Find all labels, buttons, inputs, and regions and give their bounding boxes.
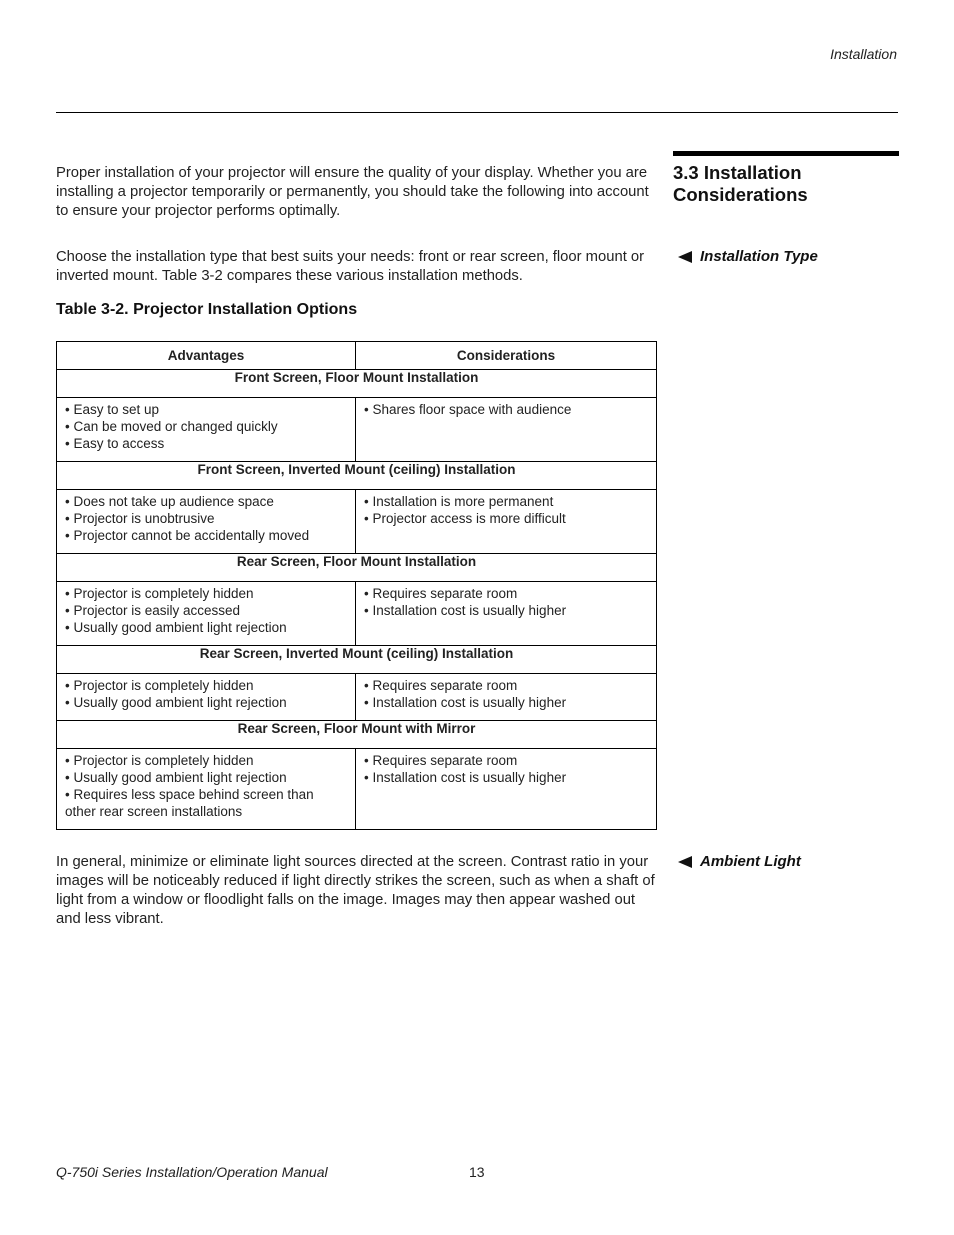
table-row xyxy=(57,398,657,462)
list-item: • Projector is completely hidden xyxy=(65,753,254,768)
list-item: • Requires separate room xyxy=(364,678,518,693)
group-title-row xyxy=(57,554,657,582)
group-title: Rear Screen, Inverted Mount (ceiling) Installation xyxy=(57,646,657,674)
header-advantages: Advantages xyxy=(57,342,356,370)
header-considerations: Considerations xyxy=(356,342,657,370)
list-item: • Installation cost is usually higher xyxy=(364,603,567,618)
list-item: • Requires separate room xyxy=(364,753,518,768)
table-row xyxy=(57,749,657,830)
list-item: • Can be moved or changed quickly xyxy=(65,419,278,434)
list-item: • Installation cost is usually higher xyxy=(364,770,567,785)
group-title-row xyxy=(57,721,657,749)
ambient-light-heading-text: Ambient Light xyxy=(700,853,801,870)
header-rule xyxy=(56,112,898,113)
considerations-cell xyxy=(356,398,657,462)
considerations-cell xyxy=(356,582,657,646)
installation-type-heading xyxy=(678,248,818,265)
considerations-cell xyxy=(356,749,657,830)
ambient-light-heading xyxy=(678,853,801,870)
list-item: • Usually good ambient light rejection xyxy=(65,695,287,710)
installation-options-table xyxy=(56,341,657,830)
group-title: Front Screen, Floor Mount Installation xyxy=(57,370,657,398)
list-item: • Usually good ambient light rejection xyxy=(65,620,287,635)
running-header: Installation xyxy=(830,46,897,62)
list-item: • Projector is easily accessed xyxy=(65,603,241,618)
ambient-light-paragraph: In general, minimize or eliminate light sources directed at the screen. Contrast ratio in your images will be noticeably reduced if light directly strikes the screen, such as when a shaft of light from a window or floodlight falls on the image. Images may then appear washed out and less vibrant. xyxy=(56,854,655,927)
considerations-cell xyxy=(356,490,657,554)
list-item: • Projector cannot be accidentally moved xyxy=(65,528,310,543)
section-heading-bar xyxy=(673,151,899,156)
left-arrow-icon xyxy=(678,856,692,868)
table-row xyxy=(57,582,657,646)
list-item: • Installation cost is usually higher xyxy=(364,695,567,710)
list-item: • Does not take up audience space xyxy=(65,494,274,509)
table-caption: Table 3-2. Projector Installation Options xyxy=(56,301,358,318)
list-item: • Shares floor space with audience xyxy=(364,402,572,417)
table-row xyxy=(57,490,657,554)
list-item: • Requires separate room xyxy=(364,586,518,601)
table-header-row xyxy=(57,342,657,370)
group-title-row xyxy=(57,646,657,674)
installation-type-heading-text: Installation Type xyxy=(700,248,818,265)
list-item: • Projector is unobtrusive xyxy=(65,511,215,526)
advantages-cell xyxy=(57,749,356,830)
considerations-cell xyxy=(356,674,657,721)
list-item: • Easy to access xyxy=(65,436,165,451)
advantages-cell xyxy=(57,674,356,721)
installation-type-paragraph: Choose the installation type that best suits your needs: front or rear screen, floor mount or inverted mount. Table 3-2 compares these various installation methods. xyxy=(56,249,645,284)
group-title: Rear Screen, Floor Mount Installation xyxy=(57,554,657,582)
advantages-cell xyxy=(57,398,356,462)
list-item: • Installation is more permanent xyxy=(364,494,554,509)
footer-manual-title: Q-750i Series Installation/Operation Manual xyxy=(56,1164,328,1180)
group-title-row xyxy=(57,370,657,398)
group-title: Front Screen, Inverted Mount (ceiling) Installation xyxy=(57,462,657,490)
list-item: • Projector is completely hidden xyxy=(65,586,254,601)
group-title-row xyxy=(57,462,657,490)
list-item: • Easy to set up xyxy=(65,402,160,417)
advantages-cell xyxy=(57,490,356,554)
table-row xyxy=(57,674,657,721)
advantages-cell xyxy=(57,582,356,646)
list-item: • Projector is completely hidden xyxy=(65,678,254,693)
intro-paragraph: Proper installation of your projector will ensure the quality of your display. Whether you are installing a projector temporarily or permanently, you should take the following into account to ensure your projector performs optimally. xyxy=(56,165,649,219)
list-item: • Projector access is more difficult xyxy=(364,511,566,526)
list-item: • Requires less space behind screen than other rear screen installations xyxy=(65,787,314,819)
list-item: • Usually good ambient light rejection xyxy=(65,770,287,785)
group-title: Rear Screen, Floor Mount with Mirror xyxy=(57,721,657,749)
footer-page-number: 13 xyxy=(469,1164,485,1180)
left-arrow-icon xyxy=(678,251,692,263)
section-title: 3.3 Installation Considerations xyxy=(673,162,808,205)
